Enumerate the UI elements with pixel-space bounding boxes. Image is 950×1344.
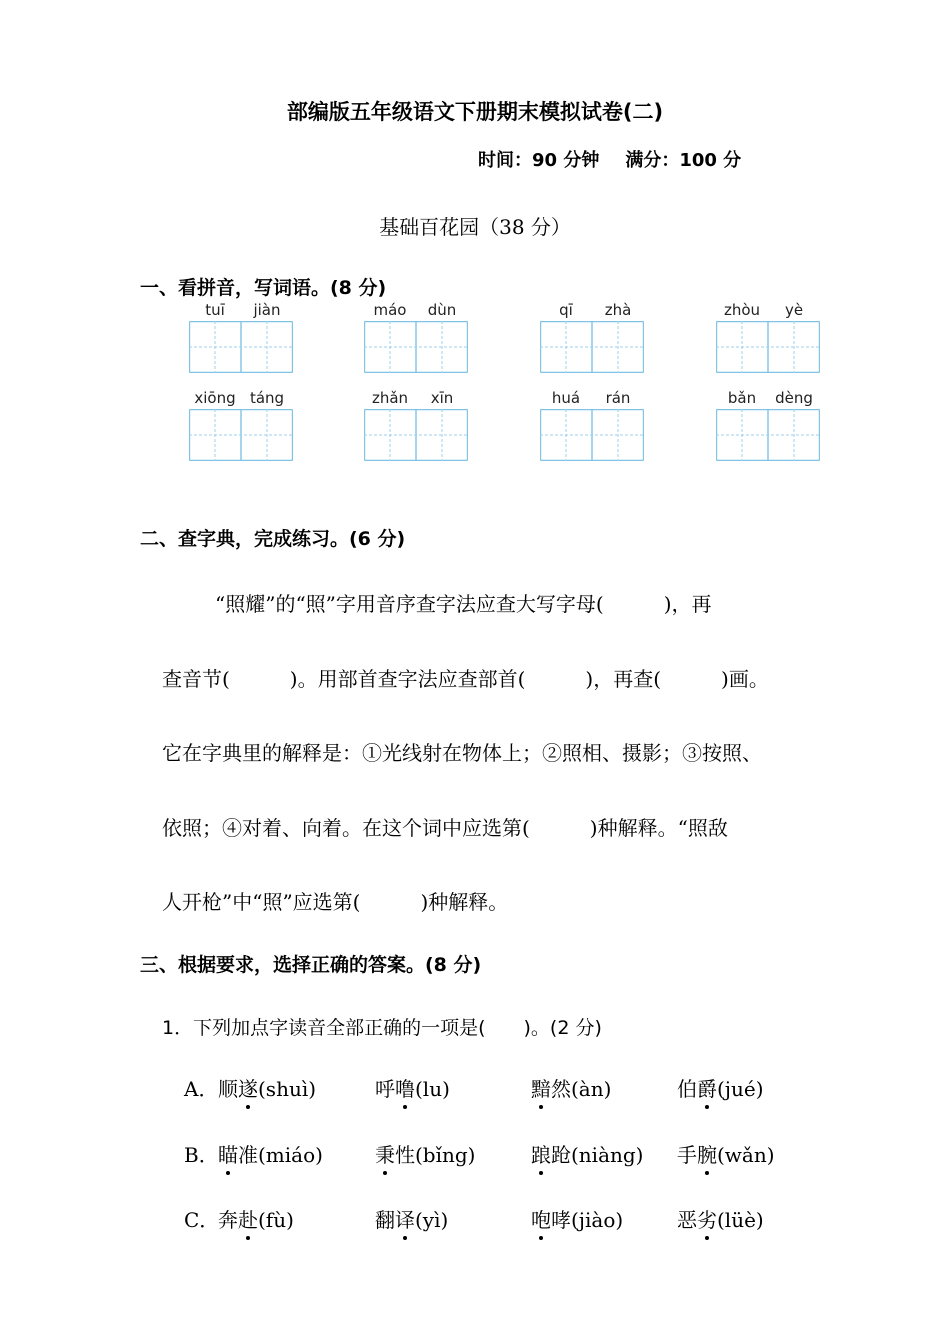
writing-grid[interactable] (364, 409, 468, 461)
dotted-char: 踉 (531, 1139, 551, 1168)
option-word: 翻译(yì) (375, 1204, 448, 1233)
pinyin-label: xiōng (194, 389, 236, 407)
pinyin-label: bǎn (727, 389, 757, 407)
writing-grid[interactable] (189, 321, 293, 373)
option-word: 奔赴(fù) (218, 1204, 294, 1233)
option-word: 顺遂(shuì) (218, 1073, 316, 1102)
dotted-char: 译 (395, 1204, 415, 1233)
pinyin-group (189, 301, 293, 375)
writing-grid[interactable] (716, 409, 820, 461)
pinyin-label: dèng (775, 389, 813, 407)
dotted-char: 腕 (697, 1139, 717, 1168)
time-limit: 时间：90 分钟 (478, 150, 600, 171)
option-label: B． (184, 1143, 219, 1167)
exam-meta (478, 146, 741, 172)
q2-heading: 二、查字典，完成练习。(6 分) (140, 528, 406, 550)
pinyin-label: táng (249, 389, 285, 407)
pinyin-group (716, 389, 820, 463)
pinyin-label: jiàn (253, 301, 281, 319)
pinyin-group (716, 301, 820, 375)
option-word: 手腕(wǎn) (677, 1139, 775, 1168)
writing-grid[interactable] (540, 321, 644, 373)
q3-item-1: 1．下列加点字读音全部正确的一项是( )。(2 分) (162, 1017, 602, 1039)
option-label: A． (184, 1077, 219, 1101)
option-word: 咆哮(jiào) (531, 1204, 623, 1233)
pinyin-label: zhǎn (371, 389, 409, 407)
pinyin-label: rán (605, 389, 631, 407)
writing-grid[interactable] (189, 409, 293, 461)
option-word: 踉跄(niàng) (531, 1139, 644, 1168)
dotted-char: 瞄 (218, 1139, 238, 1168)
pinyin-group (189, 389, 293, 463)
option-word: 恶劣(lüè) (677, 1204, 764, 1233)
dotted-char: 遂 (238, 1073, 258, 1102)
dotted-char: 黯 (531, 1073, 551, 1102)
dotted-char: 爵 (697, 1073, 717, 1102)
pinyin-group (364, 301, 468, 375)
q2-line: 人开枪”中“照”应选第( )种解释。 (162, 890, 509, 914)
pinyin-label: zhòu (723, 301, 761, 319)
q2-line: 它在字典里的解释是：①光线射在物体上；②照相、摄影；③按照、 (162, 741, 762, 765)
pinyin-label: dùn (427, 301, 457, 319)
q2-line: 依照；④对着、向着。在这个词中应选第( )种解释。“照敌 (162, 816, 728, 840)
option-label: C． (184, 1208, 220, 1232)
option-word: 呼噜(lu) (375, 1073, 450, 1102)
pinyin-group (364, 389, 468, 463)
dotted-char: 劣 (697, 1204, 717, 1233)
dotted-char: 咆 (531, 1204, 551, 1233)
q3-heading: 三、根据要求，选择正确的答案。(8 分) (140, 954, 482, 976)
writing-grid[interactable] (716, 321, 820, 373)
option-word: 伯爵(jué) (677, 1073, 764, 1102)
pinyin-group (540, 389, 644, 463)
section-title: 基础百花园（38 分） (379, 215, 571, 239)
pinyin-label: xīn (430, 389, 454, 407)
q1-heading: 一、看拼音，写词语。(8 分) (140, 277, 387, 299)
option-word: 黯然(àn) (531, 1073, 611, 1102)
pinyin-group (540, 301, 644, 375)
dotted-char: 赴 (238, 1204, 258, 1233)
pinyin-label: yè (784, 301, 804, 319)
writing-grid[interactable] (364, 321, 468, 373)
dotted-char: 噜 (395, 1073, 415, 1102)
pinyin-label: huá (551, 389, 581, 407)
option-word: 秉性(bǐng) (375, 1139, 476, 1168)
dotted-char: 秉 (375, 1139, 395, 1168)
q2-line: 查音节( )。用部首查字法应查部首( )，再查( )画。 (162, 667, 769, 691)
pinyin-label: máo (373, 301, 407, 319)
writing-grid[interactable] (540, 409, 644, 461)
q2-line: “照耀”的“照”字用音序查字法应查大写字母( )，再 (215, 592, 712, 616)
pinyin-label: zhà (604, 301, 632, 319)
pinyin-label: tuī (205, 301, 225, 319)
page-title: 部编版五年级语文下册期末模拟试卷(二) (286, 100, 664, 124)
pinyin-label: qī (559, 301, 573, 319)
option-word: 瞄准(miáo) (218, 1139, 323, 1168)
full-score: 满分：100 分 (625, 150, 742, 171)
